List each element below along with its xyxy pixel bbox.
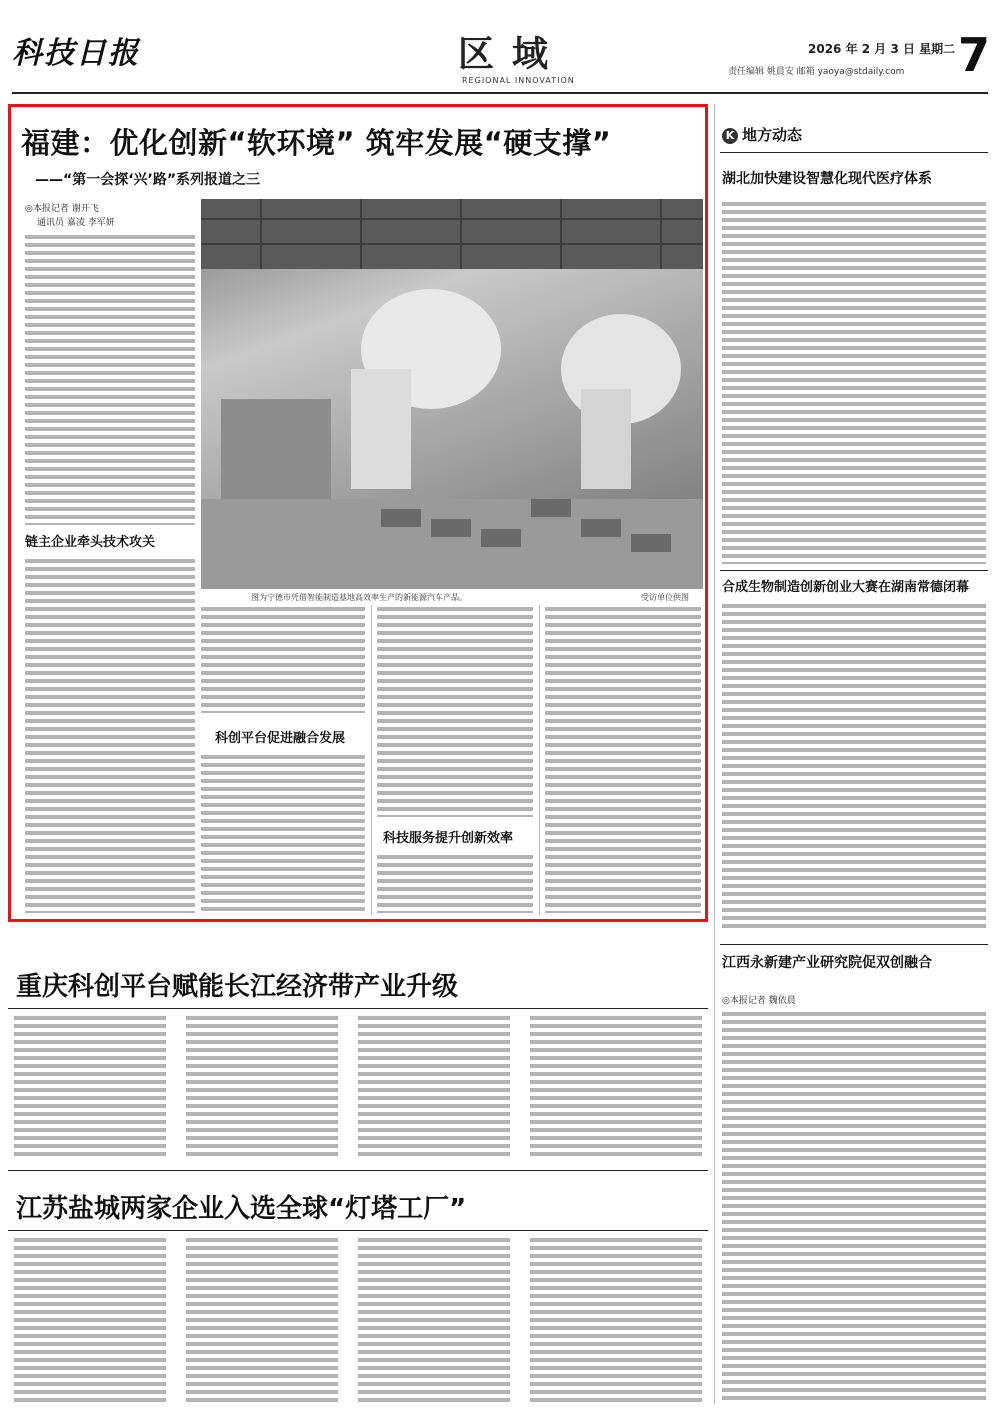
- body-text: [545, 607, 701, 913]
- column-divider: [539, 605, 540, 915]
- main-subhead: ——“第一会探‘兴’路”系列报道之三: [35, 172, 261, 188]
- body-text: [377, 607, 533, 817]
- section-rule: [720, 152, 988, 153]
- section-heading: 链主企业牵头技术攻关: [25, 535, 156, 550]
- byline-reporter: ◎本报记者 魏依晨: [722, 996, 796, 1006]
- section-subtitle: REGIONAL INNOVATION: [462, 76, 575, 85]
- body-text: [530, 1016, 702, 1156]
- story-headline[interactable]: 重庆科创平台赋能长江经济带产业升级: [16, 972, 459, 1002]
- robot-arm-image: [201, 199, 703, 589]
- body-text: [722, 202, 986, 564]
- section-heading: 科创平台促进融合发展: [215, 731, 346, 746]
- section-badge-icon: K: [722, 128, 738, 144]
- masthead-rule: [12, 92, 988, 94]
- body-text: [186, 1016, 338, 1156]
- body-text: [530, 1238, 702, 1404]
- body-text: [25, 559, 195, 913]
- byline-correspondents: 通讯员 嘉凌 李军妍: [37, 218, 115, 228]
- photo-caption: 图为宁德市凭借智能制造基地高效率生产的新能源汽车产品。: [251, 593, 467, 602]
- column-divider: [714, 104, 715, 1404]
- sidebar-story-headline[interactable]: 江西永新建产业研究院促双创融合: [722, 955, 932, 971]
- newspaper-logo: 科技日报: [12, 36, 140, 71]
- page-number: 7: [958, 28, 991, 82]
- section-heading: 科技服务提升创新效率: [383, 831, 514, 846]
- factory-robot-photo: [201, 199, 703, 589]
- sidebar-story-headline[interactable]: 合成生物制造创新创业大赛在湖南常德闭幕: [722, 580, 970, 595]
- body-text: [358, 1238, 510, 1404]
- body-text: [201, 755, 365, 913]
- section-rule: [720, 944, 988, 945]
- body-text: [201, 607, 365, 713]
- photo-credit: 受访单位供图: [641, 593, 689, 602]
- masthead: [12, 26, 991, 88]
- body-text: [722, 1012, 986, 1402]
- local-news-label: 地方动态: [742, 126, 803, 144]
- editor-info: 责任编辑 姚晨安 邮箱 yaoya@stdaily.com: [728, 67, 905, 77]
- body-text: [722, 604, 986, 932]
- sidebar-story-headline[interactable]: 湖北加快建设智慧化现代医疗体系: [722, 171, 932, 187]
- story-headline[interactable]: 江苏盐城两家企业入选全球“灯塔工厂”: [16, 1194, 467, 1224]
- body-text: [186, 1238, 338, 1404]
- body-text: [377, 855, 533, 913]
- body-text: [358, 1016, 510, 1156]
- byline-reporter: ◎本报记者 谢开飞: [25, 204, 99, 214]
- headline-rule: [8, 1008, 708, 1009]
- section-rule: [8, 1170, 708, 1171]
- issue-date: 2026 年 2 月 3 日 星期二: [808, 42, 956, 56]
- body-text: [14, 1016, 166, 1156]
- section-title: 区域: [458, 34, 567, 75]
- headline-rule: [8, 1230, 708, 1231]
- body-text: [25, 235, 195, 525]
- local-news-title: [722, 124, 802, 145]
- section-rule: [720, 570, 988, 571]
- main-headline[interactable]: 福建：优化创新“软环境” 筑牢发展“硬支撑”: [21, 126, 612, 160]
- body-text: [14, 1238, 166, 1404]
- column-divider: [371, 605, 372, 915]
- main-article[interactable]: [8, 104, 708, 922]
